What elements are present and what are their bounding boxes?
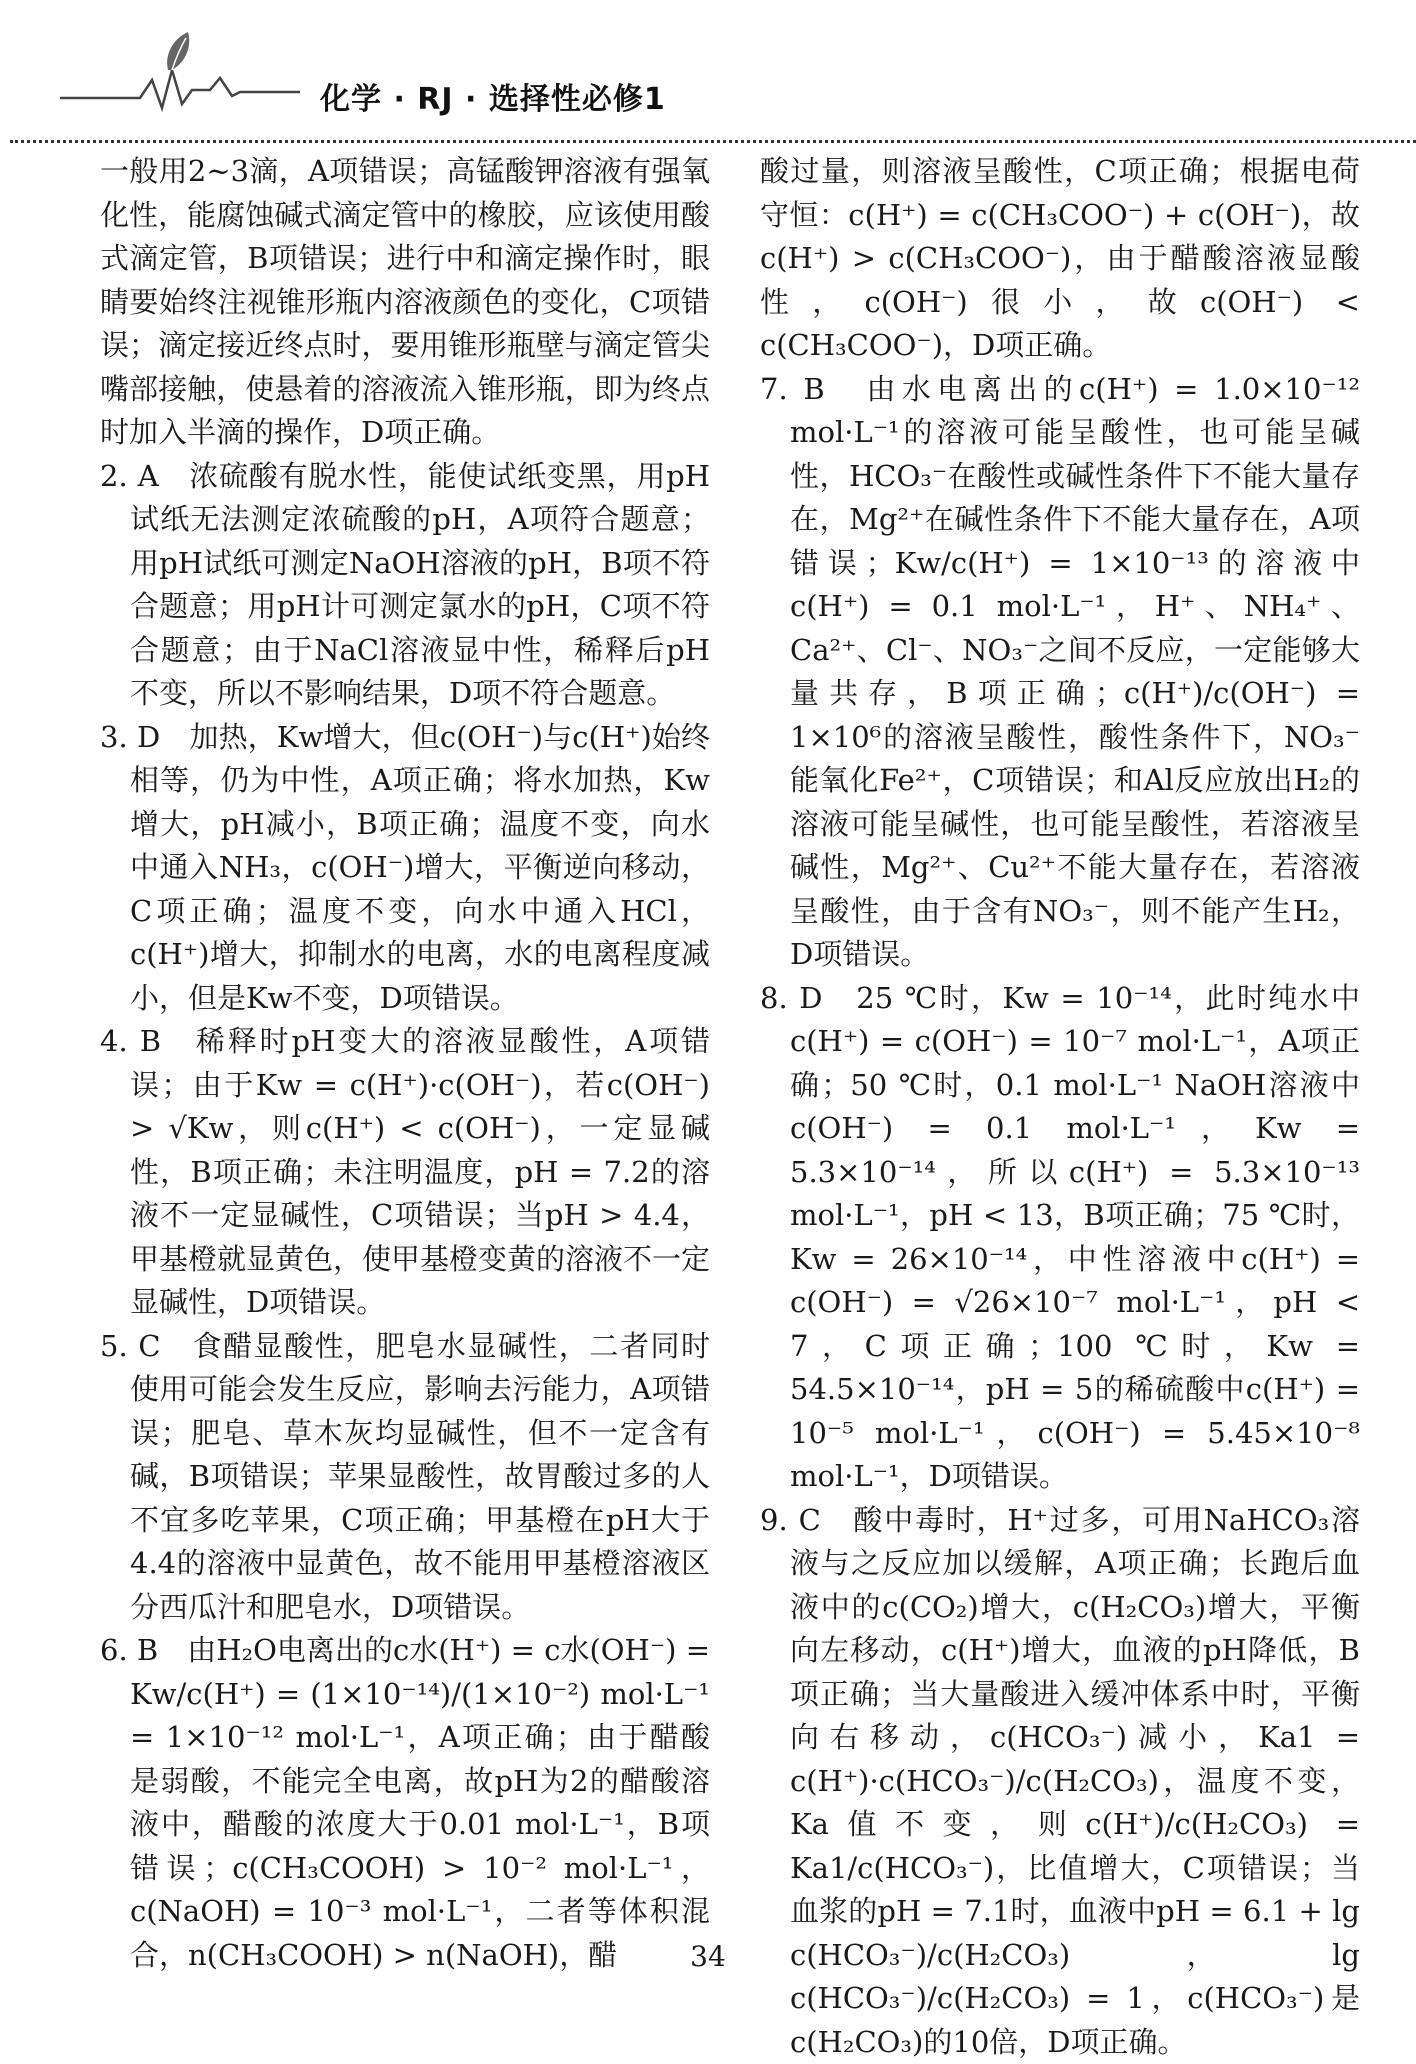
right-column <box>760 150 1360 2064</box>
left-column <box>100 150 710 1977</box>
answer-item-3: 3. D 加热，Kw增大，但c(OH⁻)与c(H⁺)始终相等，仍为中性，A项正确；将水加热，Kw增大，pH减小，B项正确；温度不变，向水中通入NH₃，c(OH⁻)增大，平衡逆向移动，C项正确；温度不变，向水中通入HCl，c(H⁺)增大，抑制水的电离，水的电离程度减小，但是Kw不变，D项错误。 <box>100 716 710 1021</box>
answer-item-8: 8. D 25 ℃时，Kw = 10⁻¹⁴，此时纯水中c(H⁺) = c(OH⁻) = 10⁻⁷ mol·L⁻¹，A项正确；50 ℃时，0.1 mol·L⁻¹ NaOH溶液中c(OH⁻) = 0.1 mol·L⁻¹，Kw = 5.3×10⁻¹⁴，所以c(H⁺) = 5.3×10⁻¹³ mol·L⁻¹，pH < 13，B项正确；75 ℃时，Kw = 26×10⁻¹⁴，中性溶液中c(H⁺) = c(OH⁻) = √26×10⁻⁷ mol·L⁻¹，pH < 7，C项正确；100 ℃时，Kw = 54.5×10⁻¹⁴，pH = 5的稀硫酸中c(H⁺) = 10⁻⁵ mol·L⁻¹，c(OH⁻) = 5.45×10⁻⁸ mol·L⁻¹，D项错误。 <box>760 977 1360 1499</box>
answer-item-2: 2. A 浓硫酸有脱水性，能使试纸变黑，用pH试纸无法测定浓硫酸的pH，A项符合题意；用pH试纸可测定NaOH溶液的pH，B项不符合题意；用pH计可测定氯水的pH，C项不符合题意；由于NaCl溶液显中性，稀释后pH不变，所以不影响结果，D项不符合题意。 <box>100 455 710 716</box>
answer-item-6-continuation: 酸过量，则溶液呈酸性，C项正确；根据电荷守恒：c(H⁺) = c(CH₃COO⁻) + c(OH⁻)，故c(H⁺) > c(CH₃COO⁻)，由于醋酸溶液显酸性，c(OH⁻)很小，故c(OH⁻) < c(CH₃COO⁻)，D项正确。 <box>760 150 1360 368</box>
answer-item-7: 7. B 由水电离出的c(H⁺) = 1.0×10⁻¹² mol·L⁻¹的溶液可能呈酸性，也可能呈碱性，HCO₃⁻在酸性或碱性条件下不能大量存在，Mg²⁺在碱性条件下不能大量存在，A项错误；Kw/c(H⁺) = 1×10⁻¹³的溶液中c(H⁺) = 0.1 mol·L⁻¹，H⁺、NH₄⁺、Ca²⁺、Cl⁻、NO₃⁻之间不反应，一定能够大量共存，B项正确；c(H⁺)/c(OH⁻) = 1×10⁶的溶液呈酸性，酸性条件下，NO₃⁻能氧化Fe²⁺，C项错误；和Al反应放出H₂的溶液可能呈碱性，也可能呈酸性，若溶液呈碱性，Mg²⁺、Cu²⁺不能大量存在，若溶液呈酸性，由于含有NO₃⁻，则不能产生H₂，D项错误。 <box>760 368 1360 977</box>
answer-item-5: 5. C 食醋显酸性，肥皂水显碱性，二者同时使用可能会发生反应，影响去污能力，A项错误；肥皂、草木灰均显碱性，但不一定含有碱，B项错误；苹果显酸性，故胃酸过多的人不宜多吃苹果，C项正确；甲基橙在pH大于4.4的溶液中显黄色，故不能用甲基橙溶液区分西瓜汁和肥皂水，D项错误。 <box>100 1325 710 1630</box>
header-dotted-divider <box>10 140 1416 143</box>
answer-item-4: 4. B 稀释时pH变大的溶液显酸性，A项错误；由于Kw = c(H⁺)·c(OH⁻)，若c(OH⁻) > √Kw，则c(H⁺) < c(OH⁻)，一定显碱性，B项正确；未注明温度，pH = 7.2的溶液不一定显碱性，C项错误；当pH > 4.4，甲基橙就显黄色，使甲基橙变黄的溶液不一定显碱性，D项错误。 <box>100 1020 710 1325</box>
page-header <box>0 0 1416 150</box>
answer-continuation: 一般用2~3滴，A项错误；高锰酸钾溶液有强氧化性，能腐蚀碱式滴定管中的橡胶，应该使用酸式滴定管，B项错误；进行中和滴定操作时，眼睛要始终注视锥形瓶内溶液颜色的变化，C项错误；滴定接近终点时，要用锥形瓶壁与滴定管尖嘴部接触，使悬着的溶液流入锥形瓶，即为终点时加入半滴的操作，D项正确。 <box>100 150 710 455</box>
header-title: 化学 · RJ · 选择性必修1 <box>320 74 666 118</box>
answer-item-9: 9. C 酸中毒时，H⁺过多，可用NaHCO₃溶液与之反应加以缓解，A项正确；长跑后血液中的c(CO₂)增大，c(H₂CO₃)增大，平衡向左移动，c(H⁺)增大，血液的pH降低，B项正确；当大量酸进入缓冲体系中时，平衡向右移动，c(HCO₃⁻)减小，Ka1 = c(H⁺)·c(HCO₃⁻)/c(H₂CO₃)，温度不变，Ka值不变，则c(H⁺)/c(H₂CO₃) = Ka1/c(HCO₃⁻)，比值增大，C项错误；当血浆的pH = 7.1时，血液中pH = 6.1 + lg c(HCO₃⁻)/c(H₂CO₃)，lg c(HCO₃⁻)/c(H₂CO₃) = 1，c(HCO₃⁻)是c(H₂CO₃)的10倍，D项正确。 <box>760 1499 1360 2064</box>
heartbeat-leaf-logo-icon <box>60 30 300 120</box>
answer-item-6: 6. B 由H₂O电离出的c水(H⁺) = c水(OH⁻) = Kw/c(H⁺) = (1×10⁻¹⁴)/(1×10⁻²) mol·L⁻¹ = 1×10⁻¹² mol·L⁻¹，A项正确；由于醋酸是弱酸，不能完全电离，故pH为2的醋酸溶液中，醋酸的浓度大于0.01 mol·L⁻¹，B项错误；c(CH₃COOH) > 10⁻² mol·L⁻¹，c(NaOH) = 10⁻³ mol·L⁻¹，二者等体积混合，n(CH₃COOH) > n(NaOH)，醋 <box>100 1629 710 1977</box>
page-number: 34 <box>0 1940 1416 1973</box>
